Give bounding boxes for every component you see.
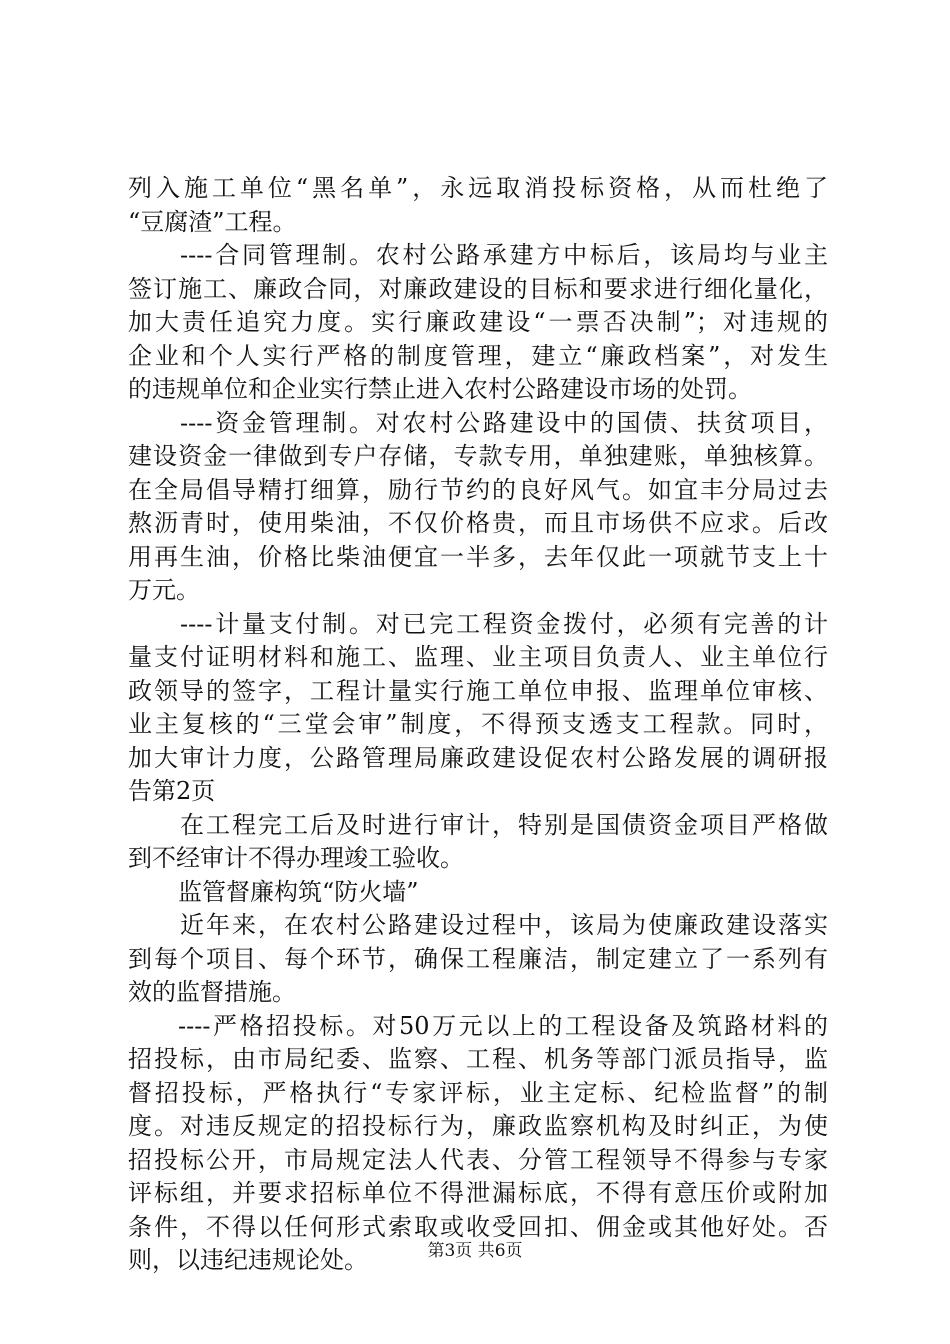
text-line: 建设资金一律做到专户存储，专款专用，单独建账，单独核算。 — [128, 442, 828, 470]
text-line: 近年来，在农村公路建设过程中，该局为使廉政建设落实 — [180, 911, 828, 939]
text-line: ----计量支付制。对已完工程资金拨付，必须有完善的计 — [180, 609, 828, 638]
text-line: “豆腐渣”工程。 — [128, 207, 297, 236]
text-line: ----严格招投标。对50万元以上的工程设备及筑路材料的 — [178, 1011, 828, 1040]
text-line: 政领导的签字，工程计量实行施工单位申报、监理单位审核、 — [128, 676, 828, 705]
text-line: 的违规单位和企业实行禁止进入农村公路建设市场的处罚。 — [128, 375, 752, 403]
text-line: 条件，不得以任何形式索取或收受回扣、佣金或其他好处。否 — [128, 1212, 828, 1241]
text-line: 万元。 — [128, 576, 200, 604]
text-line: 督招投标，严格执行“专家评标，业主定标、纪检监督”的制 — [128, 1078, 828, 1107]
text-line: ----资金管理制。对农村公路建设中的国债、扶贫项目， — [180, 408, 828, 437]
text-line: 加大责任追究力度。实行廉政建设“一票否决制”；对违规的 — [128, 308, 828, 336]
text-line: 则，以违纪违规论处。 — [128, 1246, 368, 1274]
text-line: 业主复核的“三堂会审”制度，不得预支透支工程款。同时， — [128, 710, 828, 738]
text-line: 效的监督措施。 — [128, 978, 296, 1006]
text-line: 在全局倡导精打细算，励行节约的良好风气。如宜丰分局过去 — [128, 475, 828, 504]
text-line: 签订施工、廉政合同，对廉政建设的目标和要求进行细化量化， — [128, 274, 828, 303]
text-line: 度。对违反规定的招投标行为，廉政监察机构及时纠正，为使 — [128, 1112, 828, 1140]
text-line: 到不经审计不得办理竣工验收。 — [128, 844, 464, 872]
text-line: 熬沥青时，使用柴油，不仅价格贵，而且市场供不应求。后改 — [128, 509, 828, 537]
document-body — [128, 172, 828, 1278]
text-line: 量支付证明材料和施工、监理、业主项目负责人、业主单位行 — [128, 643, 828, 671]
text-line: 在工程完工后及时进行审计，特别是国债资金项目严格做 — [180, 810, 828, 839]
text-line: ----合同管理制。农村公路承建方中标后，该局均与业主 — [180, 241, 828, 269]
text-line: 列入施工单位“黑名单”，永远取消投标资格，从而杜绝了 — [128, 174, 828, 202]
section-heading: 监管督廉构筑“防火墙” — [178, 877, 419, 906]
text-line: 用再生油，价格比柴油便宜一半多，去年仅此一项就节支上十 — [128, 542, 828, 571]
text-line: 加大审计力度，公路管理局廉政建设促农村公路发展的调研报 — [128, 743, 828, 772]
page-footer: 第3页 共6页 — [427, 1241, 523, 1261]
text-line: 到每个项目、每个环节，确保工程廉洁，制定建立了一系列有 — [128, 944, 828, 973]
text-line: 企业和个人实行严格的制度管理，建立“廉政档案”，对发生 — [128, 341, 828, 370]
text-line: 招投标公开，市局规定法人代表、分管工程领导不得参与专家 — [128, 1145, 828, 1174]
text-line: 告第2页 — [128, 777, 216, 805]
text-line: 招投标，由市局纪委、监察、工程、机务等部门派员指导，监 — [128, 1045, 828, 1073]
text-line: 评标组，并要求招标单位不得泄漏标底，不得有意压价或附加 — [128, 1179, 828, 1207]
